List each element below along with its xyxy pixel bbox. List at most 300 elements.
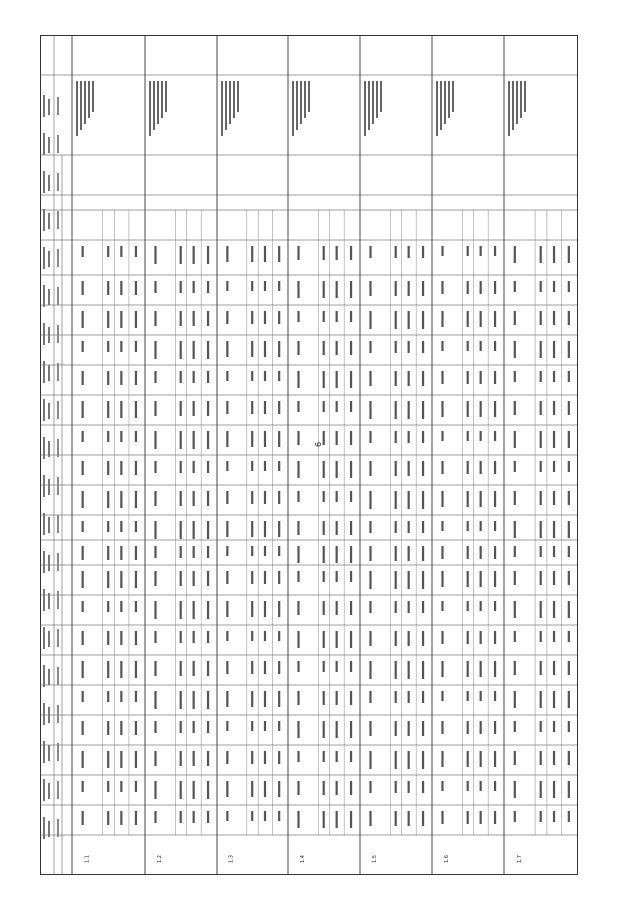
description-mark [508, 81, 510, 136]
cell-value-mark [193, 431, 195, 449]
cell-value-mark [82, 491, 84, 508]
cell-value-mark [107, 401, 109, 418]
cell-value-mark [467, 601, 469, 611]
cell-value-mark [514, 601, 516, 618]
cell-value-mark [336, 751, 338, 762]
cell-value-mark [154, 461, 156, 473]
cell-value-mark [553, 371, 555, 382]
cell-value-mark [422, 246, 424, 258]
cell-value-mark [297, 281, 299, 298]
cell-value-mark [336, 631, 338, 648]
description-mark [292, 81, 294, 136]
cell-value-mark [494, 491, 496, 507]
cell-value-mark [154, 401, 156, 416]
cell-value-mark [369, 341, 371, 353]
header-text-mark [43, 741, 45, 763]
cell-value-mark [514, 246, 516, 263]
cell-value-mark [264, 341, 266, 357]
cell-value-mark [441, 601, 443, 611]
cell-value-mark [297, 521, 299, 535]
cell-value-mark [180, 281, 182, 293]
row-group-code: 1.4 [300, 855, 306, 863]
header-text-mark [57, 667, 59, 685]
cell-value-mark [441, 371, 443, 384]
cell-value-mark [193, 461, 195, 473]
description-mark [524, 81, 526, 112]
cell-value-mark [369, 311, 371, 329]
cell-value-mark [480, 431, 482, 441]
cell-value-mark [226, 571, 228, 584]
cell-value-mark [154, 691, 156, 709]
cell-value-mark [553, 491, 555, 505]
cell-value-mark [350, 546, 352, 563]
cell-value-mark [336, 311, 338, 322]
cell-value-mark [350, 401, 352, 412]
cell-value-mark [135, 571, 137, 588]
cell-value-mark [441, 341, 443, 351]
cell-value-mark [207, 811, 209, 823]
cell-value-mark [226, 401, 228, 414]
cell-value-mark [422, 546, 424, 561]
cell-value-mark [540, 491, 542, 505]
cell-value-mark [514, 571, 516, 585]
cell-value-mark [422, 281, 424, 296]
header-text-mark [43, 475, 45, 497]
cell-value-mark [467, 246, 469, 256]
cell-value-mark [494, 521, 496, 531]
cell-value-mark [207, 691, 209, 709]
cell-value-mark [264, 246, 266, 262]
cell-value-mark [408, 661, 410, 679]
cell-value-mark [441, 691, 443, 701]
cell-value-mark [540, 546, 542, 557]
cell-value-mark [207, 571, 209, 586]
cell-value-mark [323, 721, 325, 738]
cell-value-mark [568, 721, 570, 732]
cell-value-mark [193, 781, 195, 799]
cell-value-mark [82, 691, 84, 702]
cell-value-mark [369, 521, 371, 533]
cell-value-mark [480, 371, 482, 384]
cell-value-mark [120, 571, 122, 588]
cell-value-mark [395, 721, 397, 736]
cell-value-mark [494, 661, 496, 677]
cell-value-mark [369, 631, 371, 646]
cell-value-mark [422, 811, 424, 826]
cell-value-mark [180, 571, 182, 586]
cell-value-mark [193, 491, 195, 506]
cell-value-mark [480, 311, 482, 327]
cell-value-mark [82, 811, 84, 825]
cell-value-mark [480, 246, 482, 256]
cell-value-mark [251, 281, 253, 291]
cell-value-mark [514, 811, 516, 822]
cell-value-mark [107, 601, 109, 612]
cell-value-mark [467, 781, 469, 791]
cell-value-mark [226, 751, 228, 764]
cell-value-mark [251, 631, 253, 641]
cell-value-mark [207, 431, 209, 449]
cell-value-mark [193, 246, 195, 264]
cell-value-mark [135, 431, 137, 442]
cell-value-mark [395, 571, 397, 589]
description-mark [76, 81, 78, 136]
header-text-mark [48, 707, 50, 723]
cell-value-mark [553, 601, 555, 618]
cell-value-mark [441, 521, 443, 531]
cell-value-mark [568, 371, 570, 382]
description-mark [300, 81, 302, 124]
cell-value-mark [107, 521, 109, 532]
cell-value-mark [480, 721, 482, 734]
cell-value-mark [350, 281, 352, 298]
cell-value-mark [395, 751, 397, 769]
cell-value-mark [297, 371, 299, 388]
cell-value-mark [553, 721, 555, 732]
cell-value-mark [323, 431, 325, 445]
cell-value-mark [107, 431, 109, 442]
cell-value-mark [264, 461, 266, 471]
cell-value-mark [120, 721, 122, 735]
cell-value-mark [540, 571, 542, 585]
cell-value-mark [207, 341, 209, 359]
cell-value-mark [553, 401, 555, 415]
cell-value-mark [323, 311, 325, 322]
cell-value-mark [226, 631, 228, 641]
cell-value-mark [494, 311, 496, 327]
cell-value-mark [120, 461, 122, 475]
cell-value-mark [297, 461, 299, 478]
header-text-mark [43, 665, 45, 687]
cell-value-mark [107, 751, 109, 768]
cell-value-mark [553, 281, 555, 292]
cell-value-mark [467, 491, 469, 507]
cell-value-mark [251, 461, 253, 471]
cell-value-mark [207, 601, 209, 619]
cell-value-mark [264, 751, 266, 764]
cell-value-mark [297, 311, 299, 322]
cell-value-mark [154, 246, 156, 264]
cell-value-mark [441, 721, 443, 734]
cell-value-mark [154, 491, 156, 506]
cell-value-mark [278, 491, 280, 504]
header-text-mark [43, 779, 45, 801]
cell-value-mark [264, 811, 266, 821]
cell-value-mark [369, 401, 371, 419]
cell-value-mark [514, 461, 516, 472]
cell-value-mark [408, 811, 410, 826]
cell-value-mark [107, 281, 109, 295]
cell-value-mark [207, 371, 209, 383]
cell-value-mark [553, 246, 555, 263]
cell-value-mark [568, 401, 570, 415]
cell-value-mark [395, 431, 397, 443]
cell-value-mark [323, 341, 325, 355]
cell-value-mark [540, 811, 542, 822]
cell-value-mark [395, 601, 397, 613]
cell-value-mark [441, 461, 443, 474]
cell-value-mark [514, 631, 516, 642]
cell-value-mark [480, 546, 482, 559]
header-text-mark [57, 97, 59, 115]
cell-value-mark [480, 661, 482, 677]
cell-value-mark [180, 751, 182, 766]
row-group-code: 1.3 [228, 855, 235, 863]
cell-value-mark [180, 721, 182, 733]
cell-value-mark [82, 571, 84, 588]
cell-value-mark [494, 431, 496, 441]
cell-value-mark [568, 521, 570, 538]
cell-value-mark [480, 631, 482, 644]
cell-value-mark [369, 431, 371, 443]
cell-value-mark [251, 246, 253, 262]
cell-value-mark [207, 311, 209, 326]
cell-value-mark [514, 311, 516, 325]
cell-value-mark [369, 691, 371, 703]
cell-value-mark [540, 691, 542, 708]
description-mark [448, 81, 450, 118]
header-text-mark [57, 629, 59, 647]
cell-value-mark [297, 751, 299, 762]
cell-value-mark [278, 341, 280, 357]
cell-value-mark [408, 246, 410, 258]
cell-value-mark [82, 281, 84, 295]
cell-value-mark [120, 781, 122, 792]
header-text-mark [43, 209, 45, 231]
cell-value-mark [251, 661, 253, 674]
cell-value-mark [180, 401, 182, 416]
description-mark [516, 81, 518, 124]
cell-value-mark [154, 601, 156, 619]
description-mark [153, 81, 155, 130]
cell-value-mark [568, 751, 570, 765]
cell-value-mark [207, 461, 209, 473]
description-mark [229, 81, 231, 124]
cell-value-mark [514, 691, 516, 708]
cell-value-mark [467, 311, 469, 327]
cell-value-mark [323, 246, 325, 260]
cell-value-mark [540, 751, 542, 765]
cell-value-mark [226, 601, 228, 617]
cell-value-mark [154, 751, 156, 766]
cell-value-mark [226, 521, 228, 537]
cell-value-mark [553, 431, 555, 448]
description-mark [452, 81, 454, 112]
cell-value-mark [568, 491, 570, 505]
cell-value-mark [553, 341, 555, 358]
cell-value-mark [553, 751, 555, 765]
cell-value-mark [193, 521, 195, 539]
cell-value-mark [395, 781, 397, 793]
cell-value-mark [408, 631, 410, 646]
cell-value-mark [494, 721, 496, 734]
header-text-mark [48, 99, 50, 115]
cell-value-mark [297, 401, 299, 412]
row-group-code: 1.7 [517, 855, 523, 863]
cell-value-mark [180, 371, 182, 383]
cell-value-mark [540, 461, 542, 472]
cell-value-mark [336, 281, 338, 298]
cell-value-mark [264, 631, 266, 641]
cell-value-mark [180, 601, 182, 619]
description-mark [304, 81, 306, 118]
cell-value-mark [480, 461, 482, 474]
cell-value-mark [323, 401, 325, 412]
cell-value-mark [135, 246, 137, 257]
cell-value-mark [467, 751, 469, 767]
cell-value-mark [323, 571, 325, 582]
cell-value-mark [297, 601, 299, 615]
cell-value-mark [251, 781, 253, 797]
cell-value-mark [494, 371, 496, 384]
cell-value-mark [207, 491, 209, 506]
cell-value-mark [120, 661, 122, 678]
header-text-mark [43, 817, 45, 839]
cell-value-mark [107, 691, 109, 702]
cell-value-mark [568, 311, 570, 325]
description-mark [372, 81, 374, 124]
cell-value-mark [251, 751, 253, 764]
cell-value-mark [568, 811, 570, 822]
cell-value-mark [154, 371, 156, 383]
cell-value-mark [154, 631, 156, 643]
cell-value-mark [135, 601, 137, 612]
cell-value-mark [226, 721, 228, 731]
cell-value-mark [441, 571, 443, 587]
cell-value-mark [207, 751, 209, 766]
header-text-mark [57, 287, 59, 305]
header-text-mark [43, 133, 45, 155]
cell-value-mark [441, 431, 443, 441]
cell-value-mark [193, 601, 195, 619]
cell-value-mark [422, 571, 424, 589]
cell-value-mark [154, 811, 156, 823]
cell-value-mark [553, 661, 555, 675]
header-text-mark [48, 783, 50, 799]
cell-value-mark [120, 811, 122, 825]
cell-value-mark [553, 461, 555, 472]
header-text-mark [43, 399, 45, 421]
cell-value-mark [207, 546, 209, 558]
cell-value-mark [369, 781, 371, 793]
cell-value-mark [480, 491, 482, 507]
cell-value-mark [408, 401, 410, 419]
cell-value-mark [408, 721, 410, 736]
cell-value-mark [422, 461, 424, 476]
description-mark [88, 81, 90, 118]
cell-value-mark [82, 461, 84, 475]
cell-value-mark [422, 661, 424, 679]
cell-value-mark [120, 751, 122, 768]
cell-value-mark [180, 521, 182, 539]
cell-value-mark [278, 546, 280, 556]
cell-value-mark [323, 751, 325, 762]
cell-value-mark [395, 661, 397, 679]
cell-value-mark [107, 661, 109, 678]
description-mark [444, 81, 446, 124]
cell-value-mark [82, 521, 84, 532]
cell-value-mark [297, 721, 299, 738]
cell-value-mark [193, 341, 195, 359]
cell-value-mark [441, 781, 443, 791]
cell-value-mark [395, 811, 397, 826]
cell-value-mark [467, 401, 469, 417]
cell-value-mark [135, 311, 137, 328]
cell-value-mark [135, 781, 137, 792]
cell-value-mark [193, 311, 195, 326]
cell-value-mark [323, 281, 325, 298]
cell-value-mark [441, 281, 443, 294]
description-mark [512, 81, 514, 130]
cell-value-mark [135, 631, 137, 645]
cell-value-mark [120, 546, 122, 560]
cell-value-mark [135, 461, 137, 475]
cell-value-mark [154, 571, 156, 586]
cell-value-mark [135, 371, 137, 385]
cell-value-mark [540, 601, 542, 618]
cell-value-mark [278, 661, 280, 674]
cell-value-mark [467, 461, 469, 474]
cell-value-mark [278, 246, 280, 262]
cell-value-mark [553, 781, 555, 798]
cell-value-mark [408, 751, 410, 769]
row-group-code: 1.5 [372, 855, 378, 863]
cell-value-mark [154, 281, 156, 293]
cell-value-mark [278, 461, 280, 471]
cell-value-mark [193, 401, 195, 416]
cell-value-mark [180, 431, 182, 449]
cell-value-mark [395, 401, 397, 419]
cell-value-mark [395, 521, 397, 533]
cell-value-mark [494, 751, 496, 767]
cell-value-mark [350, 341, 352, 355]
cell-value-mark [350, 721, 352, 738]
cell-value-mark [297, 661, 299, 672]
cell-value-mark [467, 631, 469, 644]
header-text-mark [43, 361, 45, 383]
cell-value-mark [120, 311, 122, 328]
cell-value-mark [480, 811, 482, 824]
cell-value-mark [323, 661, 325, 672]
cell-value-mark [278, 371, 280, 381]
description-mark [221, 81, 223, 136]
cell-value-mark [207, 631, 209, 643]
cell-value-mark [408, 491, 410, 509]
cell-value-mark [107, 491, 109, 508]
cell-value-mark [568, 281, 570, 292]
cell-value-mark [395, 691, 397, 703]
cell-value-mark [336, 571, 338, 582]
cell-value-mark [568, 461, 570, 472]
cell-value-mark [323, 461, 325, 478]
header-text-mark [57, 249, 59, 267]
cell-value-mark [395, 491, 397, 509]
page-number: 6 [314, 441, 324, 448]
header-text-mark [57, 477, 59, 495]
cell-value-mark [297, 571, 299, 582]
cell-value-mark [135, 341, 137, 352]
cell-value-mark [180, 491, 182, 506]
cell-value-mark [350, 461, 352, 478]
cell-value-mark [336, 721, 338, 738]
cell-value-mark [395, 311, 397, 329]
cell-value-mark [251, 691, 253, 707]
row-group-code: 1.2 [157, 855, 163, 863]
header-text-mark [48, 213, 50, 229]
header-text-mark [43, 627, 45, 649]
cell-value-mark [467, 571, 469, 587]
cell-value-mark [369, 371, 371, 386]
